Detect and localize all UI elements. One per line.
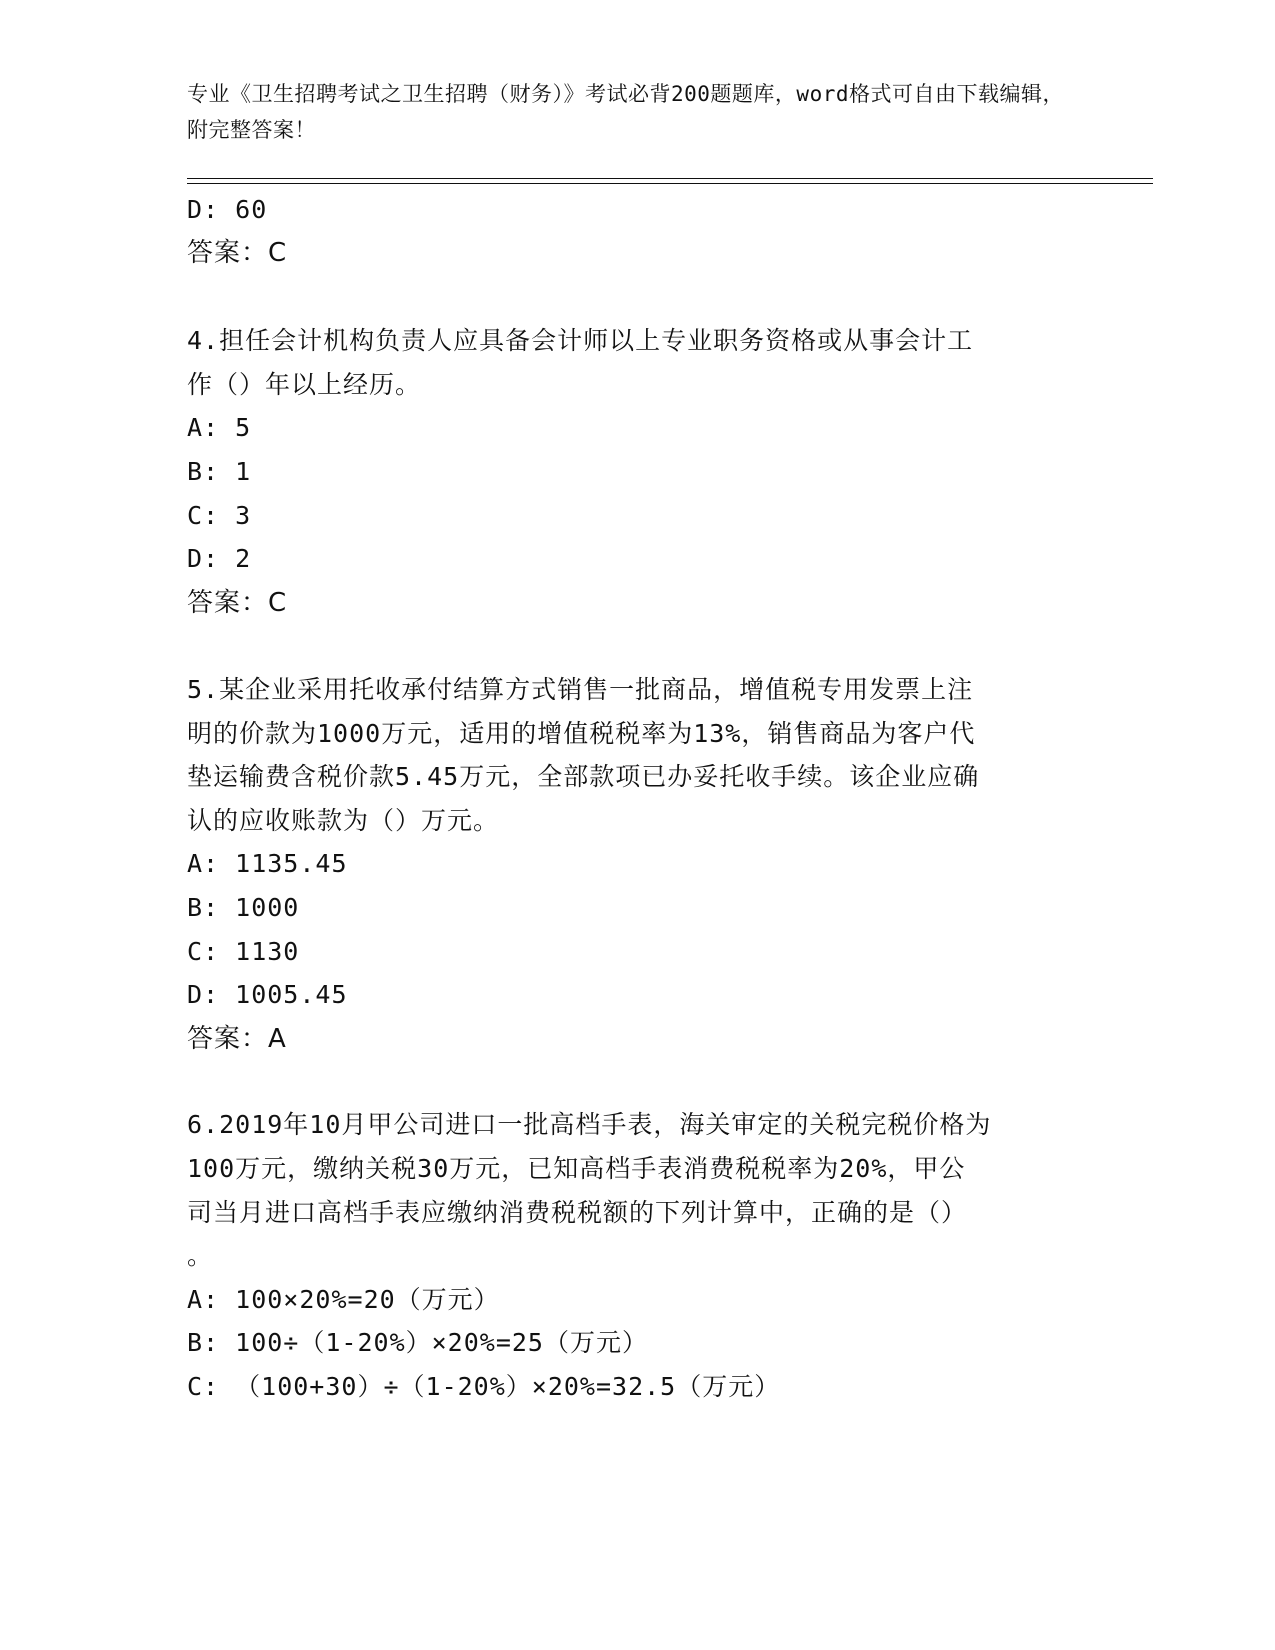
document-header: 专业《卫生招聘考试之卫生招聘（财务）》考试必背200题题库，word格式可自由下载编辑，附完整答案！ bbox=[187, 82, 1064, 142]
q4-option-b: B: 1 bbox=[187, 457, 252, 486]
q5-option-c: C: 1130 bbox=[187, 937, 300, 966]
q6-text-line-1: 6.2019年10月甲公司进口一批高档手表，海关审定的关税完税价格为 bbox=[187, 1110, 992, 1139]
header-rule-bottom bbox=[187, 183, 1153, 184]
q6-option-b: B: 100÷（1-20%）×20%=25（万元） bbox=[187, 1328, 648, 1357]
q4-option-d: D: 2 bbox=[187, 544, 252, 573]
q5-text-line-3: 垫运输费含税价款5.45万元，全部款项已办妥托收手续。该企业应确 bbox=[187, 762, 980, 791]
q5-text-line-4: 认的应收账款为（）万元。 bbox=[187, 806, 500, 835]
q5-option-b: B: 1000 bbox=[187, 893, 300, 922]
q4-text-line-2: 作（）年以上经历。 bbox=[187, 370, 422, 399]
q5-option-a: A: 1135.45 bbox=[187, 849, 348, 878]
q4-answer: 答案：C bbox=[187, 588, 288, 618]
q4-text-line-1: 4.担任会计机构负责人应具备会计师以上专业职务资格或从事会计工 bbox=[187, 326, 974, 355]
q5-answer: 答案：A bbox=[187, 1024, 287, 1054]
q6-text-line-4: 。 bbox=[187, 1241, 214, 1270]
q6-text-line-2: 100万元，缴纳关税30万元，已知高档手表消费税税率为20%，甲公 bbox=[187, 1154, 966, 1183]
q4-option-a: A: 5 bbox=[187, 413, 252, 442]
q3-answer: 答案：C bbox=[187, 238, 288, 268]
q6-option-a: A: 100×20%=20（万元） bbox=[187, 1285, 500, 1314]
q3-option-d: D: 60 bbox=[187, 195, 268, 224]
q6-option-c: C: （100+30）÷（1-20%）×20%=32.5（万元） bbox=[187, 1372, 781, 1401]
header-rule-top bbox=[187, 178, 1153, 179]
q4-option-c: C: 3 bbox=[187, 501, 252, 530]
q5-text-line-2: 明的价款为1000万元，适用的增值税税率为13%，销售商品为客户代 bbox=[187, 719, 976, 748]
q5-text-line-1: 5.某企业采用托收承付结算方式销售一批商品，增值税专用发票上注 bbox=[187, 675, 974, 704]
q5-option-d: D: 1005.45 bbox=[187, 980, 348, 1009]
q6-text-line-3: 司当月进口高档手表应缴纳消费税税额的下列计算中，正确的是（） bbox=[187, 1198, 968, 1227]
